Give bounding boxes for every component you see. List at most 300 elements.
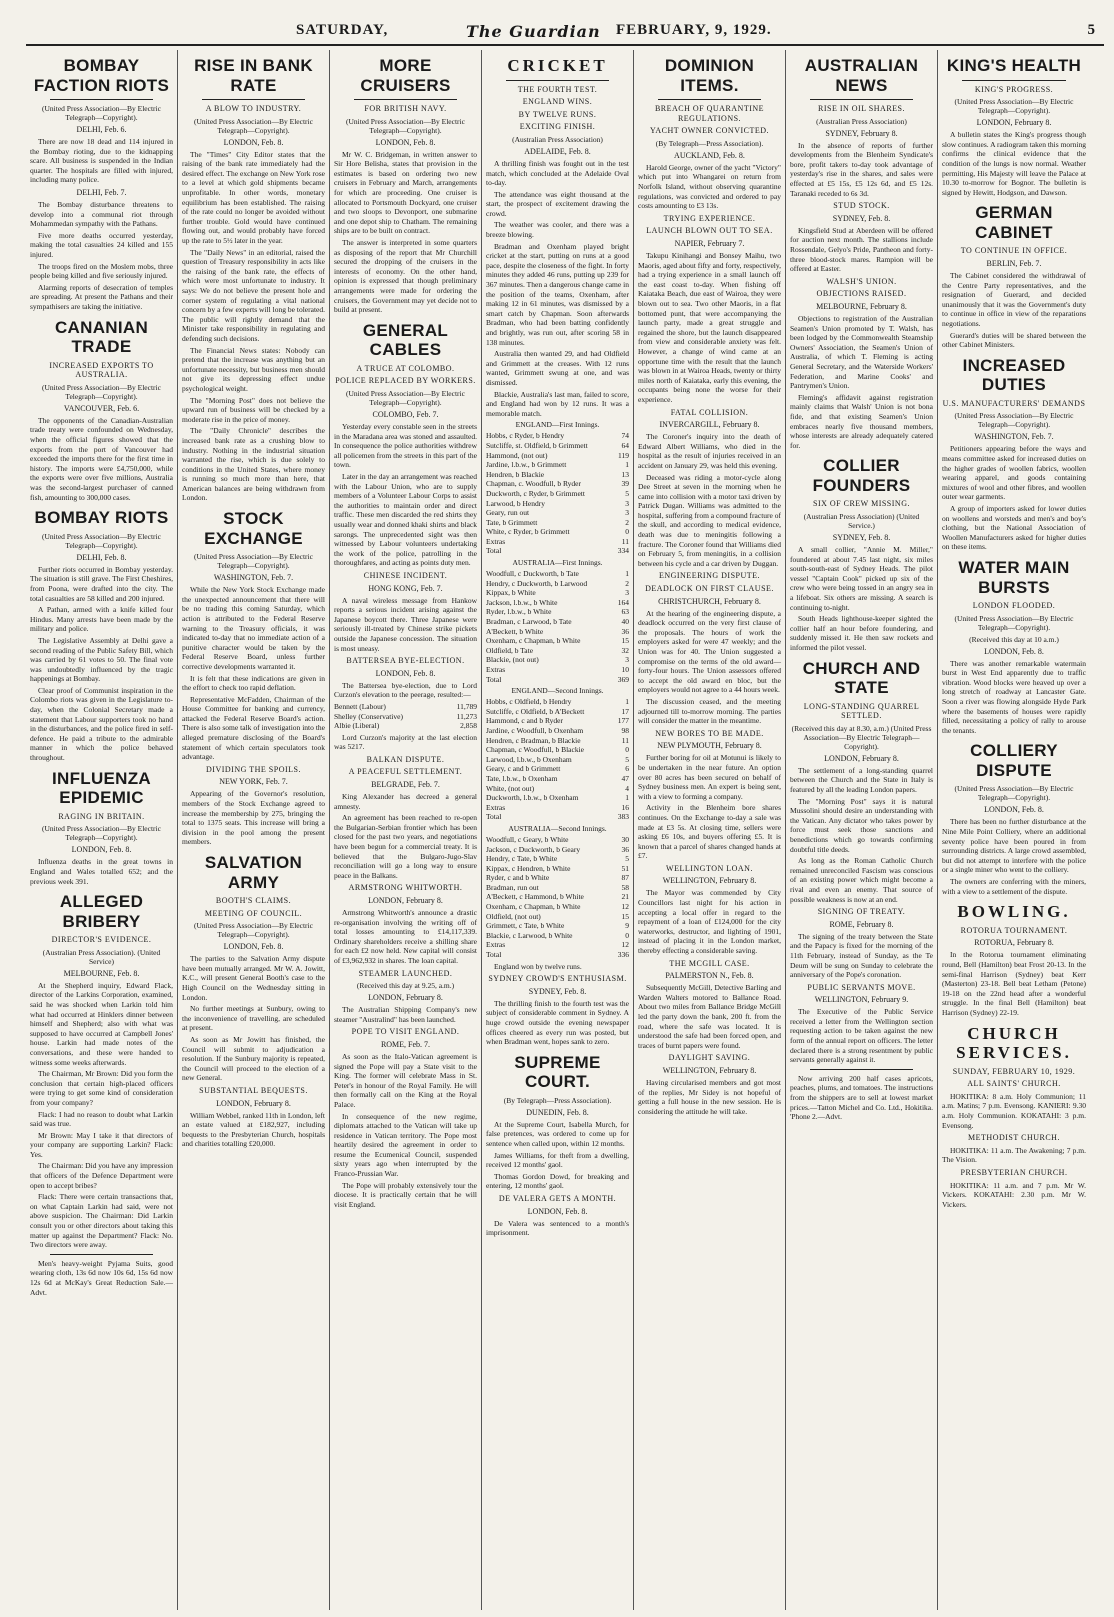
runs: 11 — [621, 735, 629, 745]
subheading: DIVIDING THE SPOILS. — [206, 764, 301, 774]
paragraph: Representative McFadden, Chairman of the House Committee for banking and currency, attacked the Federal Reserve Board's action. There is also some talk of investigation into the alleged premature disclosing of the Board's statement of which certain speculators took advantage. — [182, 694, 325, 762]
batsman: Hammond, (not out) — [486, 450, 548, 460]
batsman: Jackson, l.b.w., b White — [486, 597, 558, 607]
runs: 3 — [625, 588, 629, 598]
scorecard-row — [486, 873, 629, 883]
dateline: LONDON, Feb. 8. — [223, 942, 284, 952]
subheading: BATTERSEA BYE-ELECTION. — [346, 656, 465, 666]
runs: 13 — [621, 469, 629, 479]
dateline: ROME, February 8. — [829, 919, 894, 929]
scorecard-row — [486, 950, 629, 960]
paragraph: It is felt that these indications are given in the effort to check too rapid deflation. — [182, 673, 325, 693]
batsman: Grimmett, c Tate, b White — [486, 921, 565, 931]
paragraph: A group of importers asked for lower duties on woollens and worsteds and men's and boy's clothing, but the National Association of Woollen Manufacturers asked for higher duties on these items. — [942, 503, 1086, 552]
paragraph: Blackie, Australia's last man, failed to score, and England had won by 12 runs. It was a memorable match. — [486, 389, 629, 418]
batsman: Oxenham, c Chapman, b White — [486, 636, 581, 646]
paragraph: Further riots occurred in Bombay yesterday. The situation is still grave. The First Cheshires, from Poona, were drafted into the city. The total casualties are 58 killed and 200 injured. — [30, 564, 173, 603]
paragraph: Activity in the Blenheim bore shares continues. On the Exchange to-day a sale was made at £3 5s. At closing time, sellers were asking £6 10s, and buyers offering £5. It is known that a parcel of shares changed hands at £7. — [638, 803, 781, 861]
dateline: BERLIN, Feb. 7. — [986, 258, 1042, 268]
dateline: LONDON, Feb. 8. — [375, 137, 436, 147]
paragraph: The "Times" City Editor states that the raising of the bank rate immediately had the desired effect. The exchange on New York rose to a level at which gold shipments became unprofitable. In other words, monetary equilibrium has been established. The raising of the rate could no longer be avoided without further trouble. Gold would have continued flowing out, and would probably have forced up the rate to 5½ later in the year. — [182, 149, 325, 246]
paragraph: The discussion ceased, and the meeting adjourned till to-morrow morning. The parties will consider the matter in the meantime. — [638, 696, 781, 726]
batsman: Tate, l.b.w., b Oxenham — [486, 773, 558, 783]
subheading: RISE IN OIL SHARES. — [818, 104, 905, 114]
headline-bowling: BOWLING. — [957, 902, 1071, 922]
subheading: FATAL COLLISION. — [670, 407, 749, 417]
headline-colliery-dispute: COLLIERY DISPUTE — [970, 741, 1058, 780]
runs: 40 — [621, 617, 629, 627]
source-line: (Received this day at 9.25, a.m.) — [356, 981, 455, 991]
source-line: (United Press Association—By Electric Telegraph—Copyright). — [194, 552, 313, 571]
dateline: LONDON, February 8. — [216, 1098, 291, 1108]
batsman: White, (not out) — [486, 783, 535, 793]
batsman: Extras — [486, 802, 506, 812]
column-5 — [634, 50, 786, 1610]
headline-general-cables: GENERAL CABLES — [362, 320, 449, 360]
headline-rise-in-bank-rate: RISE IN BANK RATE — [194, 56, 313, 95]
runs: 2 — [625, 517, 629, 527]
scorecard-row — [486, 803, 629, 813]
dateline: WELLINGTON, February 8. — [662, 876, 757, 886]
paragraph: England won by twelve runs. — [494, 961, 582, 971]
paragraph: Flack: There were certain transactions that, on what Captain Larkin had said, were not above suspicion. The Chairman: Did Larkin consult you or other directors about taking this matter up against the Department? Flack: No. Two directors were away. — [30, 1192, 173, 1250]
paragraph: The Financial News states: Nobody can pretend that the increase was anything but an unfortunate necessity, but business men should not give its depressing effect undue psychological weight. — [182, 345, 325, 393]
batsman: Duckworth, l.b.w., b Oxenham — [486, 793, 579, 803]
subheading: MEETING OF COUNCIL. — [204, 908, 303, 918]
headline-bombay-faction-riots: BOMBAY FACTION RIOTS — [33, 56, 170, 95]
paragraph: Appearing of the Governor's resolution, members of the Stock Exchange agreed to increase the membership by 275, bringing the total to 1375 seats. This increase will bring a division in the pool among the present members. — [182, 789, 325, 847]
runs: 383 — [617, 812, 629, 822]
subheading: POLICE REPLACED BY WORKERS. — [335, 376, 476, 386]
runs: 1 — [625, 569, 629, 579]
dateline: LONDON, February 8. — [368, 993, 443, 1003]
paragraph: HOKITIKA: 11 a.m. The Awakening; 7 p.m. The Vision. — [942, 1145, 1086, 1165]
subheading: DEADLOCK ON FIRST CLAUSE. — [645, 584, 774, 594]
source-line: (Australian Press Association) — [512, 134, 603, 144]
subheading: A PEACEFUL SETTLEMENT. — [348, 767, 463, 777]
paragraph: The troops fired on the Moslem mobs, three people being killed and five seriously injured. — [30, 261, 173, 281]
runs: 334 — [617, 546, 629, 556]
subheading: A TRUCE AT COLOMBO. — [356, 363, 455, 373]
dateline: WASHINGTON, Feb. 7. — [974, 432, 1054, 442]
headline-german-cabinet: GERMAN CABINET — [975, 203, 1053, 242]
runs: 177 — [617, 716, 629, 726]
divider — [658, 99, 761, 100]
paragraph: A Pathan, armed with a knife killed four Hindus. Many arrests have been made by the military and police. — [30, 605, 173, 634]
dateline: PALMERSTON N., Feb. 8. — [665, 971, 754, 981]
dateline: BELGRADE, Feb. 7. — [371, 780, 440, 790]
paragraph: Subsequently McGill, Detective Barling and Warden Walters motored to Ballance Road. About two miles from Ballance Bridge McGill led the party down the bank, 200 ft. from the road, where the safe was located. It is understood the safe had been forced open, and traces of burnt papers were found. — [638, 983, 781, 1050]
runs: 119 — [618, 450, 629, 460]
subheading: WELLINGTON LOAN. — [666, 863, 753, 873]
headline-stock-exchange: STOCK EXCHANGE — [204, 509, 303, 548]
paragraph: The Bombay disturbance threatens to develop into a communal riot through Mohammedan sympathy with the Pathans. — [30, 200, 173, 229]
dateline: SYDNEY, Feb. 8. — [832, 213, 891, 223]
paragraph: Kingsfield Stud at Aberdeen will be offered for auction next month. The stallions include Rossendale, Gelyo's Pride, Pantheon and forty-three blood-stock mares. Rampion will be offered at Easter. — [790, 225, 933, 274]
subheading: LONG-STANDING QUARREL SETTLED. — [803, 701, 920, 721]
runs: 5 — [625, 754, 629, 764]
batsman: Hobbs, c Oldfield, b Hendry — [486, 697, 572, 707]
batsman: Oxenham, c Chapman, b White — [486, 902, 581, 912]
runs: 4 — [625, 783, 629, 793]
subheading: POPE TO VISIT ENGLAND. — [351, 1027, 460, 1037]
scorecard-row — [486, 774, 629, 784]
runs: 336 — [617, 950, 629, 960]
scorecard-title: AUSTRALIA—First Innings. — [512, 558, 603, 568]
batsman: Hendry, c Duckworth, b Larwood — [486, 578, 588, 588]
runs: 16 — [621, 802, 629, 812]
paragraph: Having circularised members and got most of the replies, Mr Sidey is not hopeful of getting a full house in the new session. He is considering the attitude he will take. — [638, 1077, 781, 1116]
batsman: Bradman, run out — [486, 882, 539, 892]
runs: 3 — [625, 655, 629, 665]
dateline: MELBOURNE, Feb. 8. — [63, 968, 140, 978]
runs: 74 — [621, 431, 629, 441]
dateline: INVERCARGILL, February 8. — [659, 420, 760, 430]
paragraph: The parties to the Salvation Army dispute have been mutually arranged. Mr W. A. Jowitt, K.C., will present General Booth's case to the High Council on the Wednesday sitting in London. — [182, 954, 325, 1002]
source-line: (United Press Association—By Electric Telegraph—Copyright). — [954, 411, 1074, 430]
source-line: (Australian Press Association) — [816, 116, 907, 126]
paragraph: Further boring for oil at Motunui is likely to be undertaken in the near future. An option over 80 acres has been secured on behalf of Sydney business men. An expert is being sent, with a view to forming a company. — [638, 753, 781, 801]
scorecard-row — [486, 697, 629, 707]
batsman: Blackie, c Larwood, b White — [486, 930, 573, 940]
runs: 58 — [621, 882, 629, 892]
source-line: (United Press Association—By Electric Telegraph—Copyright). — [346, 116, 465, 135]
scorecard-row — [486, 431, 629, 441]
runs: 5 — [625, 488, 629, 498]
column-6 — [786, 50, 938, 1610]
election-results — [334, 702, 477, 731]
divider — [810, 1069, 913, 1070]
subheading: YACHT OWNER CONVICTED. — [649, 126, 770, 136]
source-line: (United Press Association—By Electric Telegraph—Copyright). — [954, 784, 1074, 803]
paragraph: Objections to registration of the Australian Seamen's Union promoted by T. Walsh, has been lodged by the Commonwealth Steamship Owners' Association, the Seamen's Union of Australia, of which T. Fleming is acting General Secretary, and the Waterside Workers' Federation, and Marine Cooks' and Pantrymen's Union. — [790, 314, 933, 391]
divider — [354, 99, 457, 100]
scorecard-row — [486, 764, 629, 774]
divider — [50, 99, 153, 100]
scorecard-row — [486, 912, 629, 922]
batsman: Jardine, c Woodfull, b Oxenham — [486, 725, 584, 735]
paragraph: The "Morning Post" says it is natural Mussolini should desire an understanding with the Vatican. Any dictator who takes power by force must seek those sanctions and benedictions which go towards confirming doubtful title deeds. — [790, 796, 933, 854]
scorecard-row — [486, 655, 629, 665]
dateline: LONDON, Feb. 8. — [527, 1206, 588, 1216]
paragraph: Clear proof of Communist inspiration in the Colombo riots was given in the Legislature to-day, when the Colonial Secretary made a statement that Labour supporters took no hand in the disturbances, and the police fired in self-defence. He paid a tribute to the admirable manner in which the police behaved throughout. — [30, 685, 173, 763]
source-line: (United Press Association—By Electric Telegraph—Copyright). — [42, 104, 161, 123]
subheading: EXCITING FINISH. — [519, 122, 596, 132]
scorecard-row — [486, 812, 629, 822]
paragraph: Flack: I had no reason to doubt what Larkin said was true. — [30, 1109, 173, 1129]
paragraph: The signing of the treaty between the State and the Papacy is fixed for the morning of the 11th February, instead of Sunday, as the Te Deum will be sung on Sunday to celebrate the anniversary of the Pope's coronation. — [790, 931, 933, 980]
subheading: SYDNEY CROWD'S ENTHUSIASM. — [488, 974, 627, 984]
scorecard-row — [486, 745, 629, 755]
scorecard-row — [486, 460, 629, 470]
paragraph: Harold George, owner of the yacht "Victory" which put into Whangarei on return from Norfolk Island, without observing quarantine regulations, was convicted and ordered to pay costs amounting to £3 13s. — [638, 162, 781, 211]
runs: 3 — [625, 498, 629, 508]
paragraph: A thrilling finish was fought out in the test match, which concluded at the Adelaide Oval to-day. — [486, 158, 629, 188]
divider — [202, 99, 305, 100]
subheading: U.S. MANUFACTURERS' DEMANDS — [942, 398, 1086, 408]
runs: 63 — [621, 607, 629, 617]
source-line: (United Press Association—By Electric Telegraph—Copyright). — [42, 382, 161, 401]
scorecard-row — [486, 864, 629, 874]
batsman: Hendry, c Tate, b White — [486, 854, 558, 864]
result-row: Bennett (Labour) 11,789 — [334, 701, 477, 711]
runs: 0 — [625, 527, 629, 537]
column-3 — [330, 50, 482, 1610]
paragraph: Australia then wanted 29, and had Oldfield and Grimmett at the creases. With 12 runs wanted, Grimmett swung at one, and was dismissed. — [486, 349, 629, 387]
runs: 2 — [625, 578, 629, 588]
column-7 — [938, 50, 1090, 1610]
runs: 1 — [625, 793, 629, 803]
batsman: Blackie, (not out) — [486, 655, 539, 665]
dateline: HONG KONG, Feb. 7. — [368, 583, 443, 593]
dateline: NEW YORK, Feb. 7. — [219, 777, 288, 787]
scorecard-row — [486, 931, 629, 941]
batsman: Bradman, c Larwood, b Tate — [486, 617, 572, 627]
paragraph: The Coroner's inquiry into the death of Edward Albert Williams, who died in the hospital as the result of injuries received in an accident on January 29, was held this evening. — [638, 432, 781, 470]
runs: 12 — [621, 940, 629, 950]
batsman: Chapman, c Woodfull, b Blackie — [486, 745, 584, 755]
batsman: Geary, run out — [486, 508, 530, 518]
scorecard — [486, 431, 629, 556]
batsman: A'Beckett, c Hammond, b White — [486, 892, 584, 902]
runs: 15 — [621, 636, 629, 646]
subheading: ALL SAINTS' CHURCH. — [967, 1079, 1061, 1089]
paragraph: In consequence of the new regime, diplomats attached to the Vatican will take up residence in Vatican territory. The Pope most heartily desired the agreement in order to resume the Ecumenical Council, suspended sixty years ago when interrupted by the Franco-Prussian War. — [334, 1111, 477, 1179]
batsman: Woodfull, c Geary, b White — [486, 834, 569, 844]
source-line: (Australian Press Association). (United Service) — [42, 947, 161, 966]
headline-collier-founders: COLLIER FOUNDERS — [812, 456, 911, 495]
subheading: SIX OF CREW MISSING. — [813, 499, 910, 509]
subheading: BOOTH'S CLAIMS. — [215, 896, 292, 906]
scorecard-row — [486, 508, 629, 518]
runs: 3 — [625, 508, 629, 518]
paragraph: The settlement of a long-standing quarrel between the Church and the State in Italy is featured by all the leading London papers. — [790, 765, 933, 794]
subheading: DE VALERA GETS A MONTH. — [498, 1194, 617, 1204]
dateline: NAPIER, February 7. — [674, 239, 745, 249]
paragraph: No further meetings at Sunbury, owing to the inconvenience of travelling, are scheduled at present. — [182, 1004, 325, 1033]
runs: 87 — [621, 873, 629, 883]
subheading: LONDON FLOODED. — [972, 601, 1056, 611]
headline-increased-duties: INCREASED DUTIES — [962, 355, 1066, 395]
dateline: LONDON, February 8. — [976, 118, 1052, 128]
scorecard-row — [486, 518, 629, 528]
runs: 36 — [621, 844, 629, 854]
runs: 1 — [625, 697, 629, 707]
source-line: (By Telegraph—Press Association). — [655, 138, 764, 148]
runs: 21 — [621, 892, 629, 902]
paragraph: The Executive of the Public Service received a letter from the Wellington section requesting action to be taken against the new form of the annual report on officers. The letter declared there is a strong resentment by public servants generally against it. — [790, 1007, 933, 1065]
paragraph: In the absence of reports of further developments from the Blenheim Syndicate's bore, profit takers to-day took advantage of yesterday's rise in the shares, and sales were effected at £5 15s, £5 12s 6d, and £5 12s. Taranaki receded to 6s 3d. — [790, 140, 933, 198]
subheading: SUNDAY, FEBRUARY 10, 1929. — [952, 1066, 1076, 1076]
subheading: STUD STOCK. — [833, 201, 890, 211]
scorecard-row — [486, 479, 629, 489]
subheading: KING'S PROGRESS. — [974, 84, 1054, 94]
subheading: ROTORUA TOURNAMENT. — [960, 925, 1068, 935]
runs: 11 — [621, 536, 629, 546]
batsman: Total — [486, 812, 502, 822]
paragraph: The answer is interpreted in some quarters as disposing of the report that Mr Churchill secured the dropping of the cruisers in the interests of economy. On the other hand, opinion is expressed that though preliminary arrangements were made for ordering the cruisers, the Government may yet decide not to build at present. — [334, 238, 477, 315]
source-line: (Australian Press Association) (United Service.) — [803, 512, 920, 530]
subheading: THE FOURTH TEST. — [517, 84, 598, 94]
scorecard-row — [486, 736, 629, 746]
paragraph: At the Shepherd inquiry, Edward Flack, director of the Larkins Corporation, examined, said he was shocked when Larkin told him what had occurred at Hinklers dinner between himself and Shepherd; also with what was supposed to have occurred at Campbell Jones' house. Larkin had made notes of the conversations, and these were handed to witness some weeks afterwards. — [30, 980, 173, 1067]
scorecard-row — [486, 892, 629, 902]
batsman: Woodfull, c Duckworth, b Tate — [486, 569, 579, 579]
batsman: Ryder, l.b.w., b White — [486, 607, 552, 617]
paragraph: Mr W. C. Bridgeman, in written answer to Sir Hore Belisha, states that provision in the estimates is based on ordering two new cruisers in February and March, arrangements for which are proceeding. One cruiser is allocated to Portsmouth Dockyard, one cruiser and two sloops to Devonport, one submarine and one depot ship to Chatham. The remaining ships are to be built on contract. — [334, 149, 477, 236]
masthead-date: FEBRUARY, 9, 1929. — [616, 22, 772, 38]
paragraph: South Heads lighthouse-keeper sighted the collier half an hour before foundering, and suddenly missed it. He then saw rockets and informed the pilot vessel. — [790, 614, 933, 652]
paragraph: King Alexander has decreed a general amnesty. — [334, 792, 477, 811]
paragraph: There was another remarkable watermain burst in West End apparently due to traffic vibration. Wood blocks were heaved up over a long stretch of roadway at Lancaster Gate. Soon a river was flowing alongside Hyde Park where the basements of houses were rapidly filled, necessitating a policy of rally to arouse the tenants. — [942, 658, 1086, 735]
scorecard-row — [486, 902, 629, 912]
scorecard-row — [486, 598, 629, 608]
column-2 — [178, 50, 330, 1610]
headline-church-services: CHURCH SERVICES. — [956, 1023, 1072, 1063]
scorecard-row — [486, 489, 629, 499]
masthead-title: The Guardian — [466, 22, 601, 41]
batsman: Sutcliffe, c Oldfield, b A'Beckett — [486, 706, 585, 716]
dateline: DELHI, Feb. 6. — [76, 125, 127, 135]
headline-water-main-bursts: WATER MAIN BURSTS — [958, 557, 1070, 597]
runs: 51 — [621, 863, 629, 873]
dateline: LONDON, Feb. 8. — [375, 668, 436, 678]
paragraph: James Williams, for theft from a dwelling, received 12 months' gaol. — [486, 1150, 629, 1170]
scorecard — [486, 835, 629, 960]
runs: 32 — [621, 645, 629, 655]
runs: 1 — [625, 460, 629, 470]
batsman: Total — [486, 674, 502, 684]
dateline: VANCOUVER, Feb. 6. — [63, 403, 140, 413]
batsman: Total — [486, 546, 502, 556]
advertisement: Now arriving 200 half cases apricots, peaches, plums, and tomatoes. The instructions from the shippers are to sell at lowest market prices.—Tatton Michel and Co. Ltd., Hokitika. 'Phone 2.—Advt. — [790, 1073, 933, 1122]
runs: 39 — [621, 479, 629, 489]
headline-influenza-epidemic: INFLUENZA EPIDEMIC — [51, 768, 152, 808]
paragraph: A naval wireless message from Hankow reports a serious incident arising against the Japanese boycott there. Three Japanese were seriously ill-treated by Chinese strike pickets outside the Japanese concession. The situation is most uneasy. — [334, 595, 477, 653]
dateline: DELHI, Feb. 7. — [76, 188, 127, 198]
dateline: CHRISTCHURCH, February 8. — [658, 596, 761, 606]
scorecard-row — [486, 579, 629, 589]
paragraph: Mr Brown: May I take it that directors of your company are supporting Larkin? Flack: Yes. — [30, 1130, 173, 1159]
runs: 0 — [625, 745, 629, 755]
paragraph: De Valera was sentenced to a month's imprisonment. — [486, 1218, 629, 1238]
columns — [26, 50, 1104, 1610]
runs: 5 — [625, 854, 629, 864]
source-line: (United Press Association—By Electric Telegraph—Copyright). — [194, 116, 313, 135]
scorecard-row — [486, 921, 629, 931]
subheading: ENGINEERING DISPUTE. — [658, 571, 761, 581]
divider — [810, 99, 913, 100]
source-line: (Received this day at 8.30, a.m.) (United Press Association—By Electric Telegraph—Copyright). — [791, 723, 932, 751]
subheading: FOR BRITISH NAVY. — [364, 104, 447, 114]
source-line: (United Press Association—By Electric Telegraph—Copyright). — [194, 921, 313, 940]
paragraph: As soon as Mr Jowitt has finished, the Council will submit to adjudication a resolution. If the Sunbury majority is repeated, the Council will proceed to the election of a new General. — [182, 1035, 325, 1083]
subheading: THE MCGILL CASE. — [669, 958, 750, 968]
headline-bombay-riots: BOMBAY RIOTS — [34, 508, 169, 528]
batsman: Chapman, c. Woodfull, b Ryder — [486, 479, 581, 489]
batsman: Larwood, l.b.w., b Oxenham — [486, 754, 572, 764]
runs: 10 — [621, 665, 629, 675]
batsman: Jackson, c Duckworth, b Geary — [486, 844, 581, 854]
batsman: Oldfield, b Tate — [486, 645, 534, 655]
paragraph: The weather was cooler, and there was a breeze blowing. — [486, 220, 629, 240]
subheading: PRESBYTERIAN CHURCH. — [960, 1167, 1068, 1177]
runs: 15 — [621, 911, 629, 921]
scorecard-row — [486, 441, 629, 451]
scorecard-row — [486, 940, 629, 950]
subheading: ENGLAND WINS. — [522, 97, 593, 107]
source-line: (By Telegraph—Press Association). — [503, 1095, 612, 1105]
runs: 6 — [625, 764, 629, 774]
paragraph: The Pope will probably extensively tour the diocese. It is practically certain that he will visit England. — [334, 1180, 477, 1209]
scorecard-row — [486, 793, 629, 803]
batsman: Extras — [486, 665, 506, 675]
scorecard — [486, 569, 629, 684]
batsman: Extras — [486, 940, 506, 950]
scorecard-row — [486, 854, 629, 864]
headline-australian-news: AUSTRALIAN NEWS — [804, 56, 919, 95]
dateline: MELBOURNE, February 8. — [816, 302, 907, 311]
masthead — [26, 18, 1104, 46]
masthead-day: SATURDAY, — [296, 22, 389, 38]
scorecard-row — [486, 845, 629, 855]
paragraph: Lord Curzon's majority at the last election was 5217. — [334, 732, 477, 752]
runs: 9 — [625, 921, 629, 931]
batsman: Hobbs, c Ryder, b Hendry — [486, 431, 565, 441]
batsman: Jardine, l.b.w., b Grimmett — [486, 460, 567, 470]
dateline: ROME, Feb. 7. — [380, 1039, 431, 1049]
batsman: Total — [486, 950, 502, 960]
result-row: Albie (Liberal) 2,858 — [334, 721, 477, 731]
batsman: Geary, c and b Grimmett — [486, 764, 561, 774]
subheading: OBJECTIONS RAISED. — [816, 289, 907, 299]
subheading: TRYING EXPERIENCE. — [663, 213, 756, 223]
paragraph: The Mayor was commended by City Councillors last night for his action in accepting a local offer in regard to the repayment of a loan of £124,000 for the city waterworks, destructor, and lighting of 1901, instead of placing it in the London market, thereby effecting a considerable saving. — [638, 888, 781, 956]
scorecard-title: ENGLAND—Second Innings. — [511, 686, 604, 696]
subheading: METHODIST CHURCH. — [968, 1133, 1060, 1143]
scorecard-row — [486, 726, 629, 736]
subheading: BALKAN DISPUTE. — [366, 754, 445, 764]
source-line: (United Press Association—By Electric Telegraph—Copyright). — [42, 531, 161, 550]
paragraph: The owners are conferring with the miners, with a view to a settlement of the dispute. — [942, 877, 1086, 896]
dateline: WELLINGTON, February 8. — [662, 1065, 757, 1075]
batsman: Kippax, b White — [486, 588, 536, 598]
paragraph: Fleming's affidavit against registration mainly claims that Walsh' Union is not bona fide, and that existing Seamen's Union embraces nearly five thousand members, whose interests are already adequately catered for. — [790, 392, 933, 450]
subheading: BY TWELVE RUNS. — [518, 109, 597, 119]
subheading: BREACH OF QUARANTINE REGULATIONS. — [654, 104, 765, 123]
paragraph: There has been no further disturbance at the Nine Mile Point Colliery, where an additional seventy police have been poured in from surrounding districts. A large crowd assembled, but did not attempt to interfere with the police or a single miner who went to the colliery. — [942, 817, 1086, 875]
headline-church-and-state: CHURCH AND STATE — [802, 658, 921, 698]
paragraph: Takupu Kinihangi and Bonsey Maihu, two Maoris, aged about fifty and forty, respectively, had a trying experience in a small launch off the east coast to-day. When fishing off Kaiataka Beach, due east of Wairoa, they were blown out to sea. Two other Maoris, in a flat bottomed punt, that were accompanying the launch party, made a great struggle and regained the shore, but the launch disappeared from view and considerable anxiety was felt. However, a change of wind came at an opportune time with the result that the launch was blown in at Wairoa Heads, twenty or thirty miles north of Kaiataka, early this evening, the occupants being none the worse for their experience. — [638, 251, 781, 404]
dateline: LONDON, Feb. 8. — [71, 845, 132, 855]
paragraph: HOKITIKA: 11 a.m. and 7 p.m. Mr W. Vickers. KOKATAHI: 2.30 p.m. Mr W. Vickers. — [942, 1180, 1086, 1209]
paragraph: Thomas Gordon Dowd, for breaking and entering, 12 months' gaol. — [486, 1171, 629, 1191]
dateline: WELLINGTON, February 9. — [814, 995, 909, 1005]
paragraph: A small collier, "Annie M. Miller," foundered at about 7.45 last night, six miles south-south-east of Sydney Heads. The pilot vessel "Captain Cook" picked up six of the crew who were being tossed in an angry sea in a lifeboat. Six others are missing. A search is continuing to-night. — [790, 545, 933, 612]
subheading: A BLOW TO INDUSTRY. — [205, 104, 302, 114]
paragraph: The Legislative Assembly at Delhi gave a second reading of the Public Safety Bill, which was carried by 61 votes to 50. The final vote was undoubtedly influenced by the tragic happenings at Bombay. — [30, 635, 173, 684]
scorecard-row — [486, 527, 629, 537]
batsman: Hendren, b Blackie — [486, 469, 545, 479]
paragraph: Alarming reports of desecration of temples are spreading. At present the Pathans and their sympathisers are taking the initiative. — [30, 282, 173, 311]
batsman: Duckworth, c Ryder, b Grimmett — [486, 488, 585, 498]
result-row: Shelley (Conservative) 11,273 — [334, 711, 477, 721]
batsman: A'Beckett, b White — [486, 626, 544, 636]
paragraph: Influenza deaths in the great towns in England and Wales totalled 652; and the previous week 391. — [30, 857, 173, 886]
paragraph: The Battersea bye-election, due to Lord Curzon's elevation to the peerage, resulted:— — [334, 680, 477, 700]
page-number: 5 — [1087, 22, 1096, 38]
paragraph: At the Supreme Court, Isabella Murch, for false pretences, was ordered to come up for sentence when called upon, within 12 months. — [486, 1119, 629, 1149]
